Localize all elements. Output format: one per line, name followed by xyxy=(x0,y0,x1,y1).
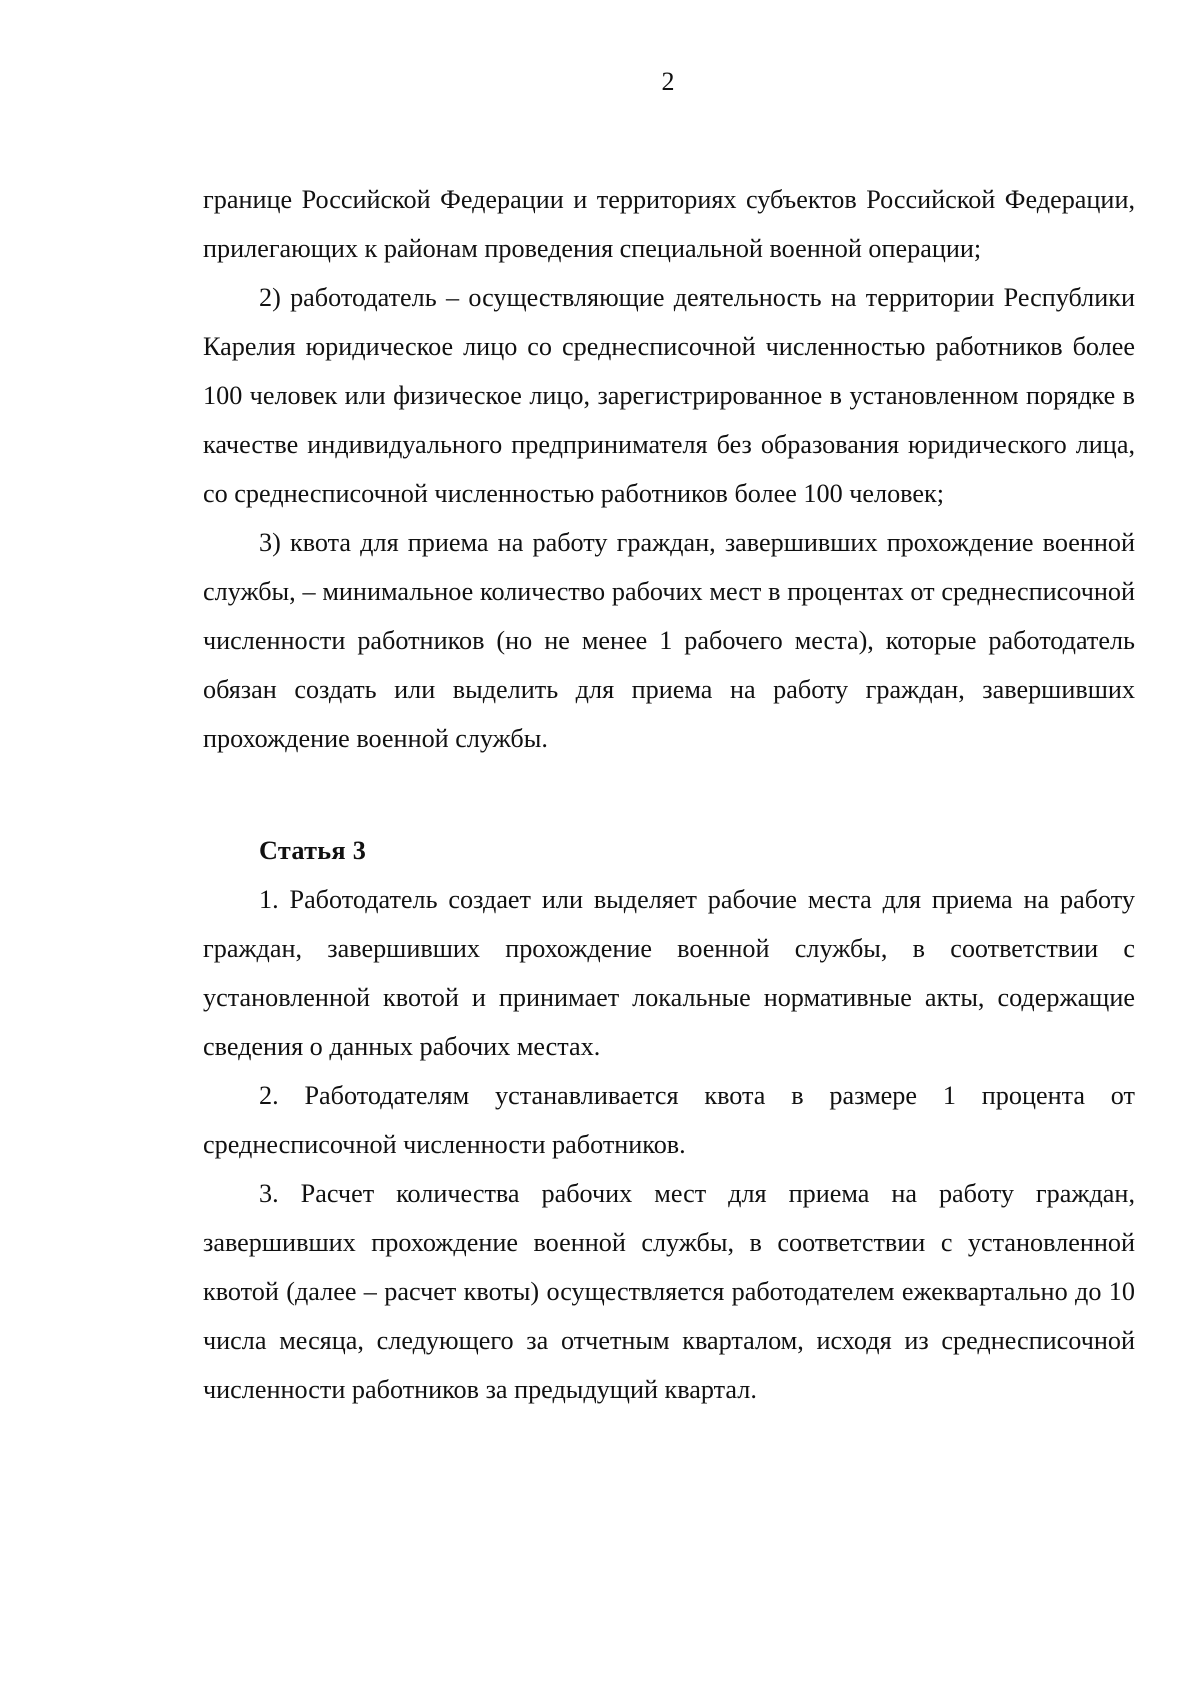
page-number: 2 xyxy=(661,67,675,96)
document-body xyxy=(203,175,1135,1414)
article-paragraph-1: 1. Работодатель создает или выделяет рабочие места для приема на работу граждан, завершивших прохождение военной службы, в соответствии с установленной квотой и принимает локальные нормативные акты, содержащие сведения о данных рабочих местах. xyxy=(203,885,1135,1061)
article-heading: Статья 3 xyxy=(259,836,367,865)
article-paragraph-3: 3. Расчет количества рабочих мест для приема на работу граждан, завершивших прохождение военной службы, в соответствии с установленной квотой (далее – расчет квоты) осуществляется работодателем ежеквартально до 10 числа месяца, следующего за отчетным кварталом, исходя из среднесписочной численности работников за предыдущий квартал. xyxy=(203,1179,1135,1404)
intro-paragraph: границе Российской Федерации и территориях субъектов Российской Федерации, прилегающих к районам проведения специальной военной операции; xyxy=(203,185,1135,263)
definition-quota: 3) квота для приема на работу граждан, завершивших прохождение военной службы, – минимальное количество рабочих мест в процентах от среднесписочной численности работников (но не менее 1 рабочего места), которые работодатель обязан создать или выделить для приема на работу граждан, завершивших прохождение военной службы. xyxy=(203,528,1135,753)
definition-employer: 2) работодатель – осуществляющие деятельность на территории Республики Карелия юридическое лицо со среднесписочной численностью работников более 100 человек или физическое лицо, зарегистрированное в установленном порядке в качестве индивидуального предпринимателя без образования юридического лица, со среднесписочной численностью работников более 100 человек; xyxy=(203,283,1135,508)
article-paragraph-2: 2. Работодателям устанавливается квота в размере 1 процента от среднесписочной численности работников. xyxy=(203,1081,1135,1159)
